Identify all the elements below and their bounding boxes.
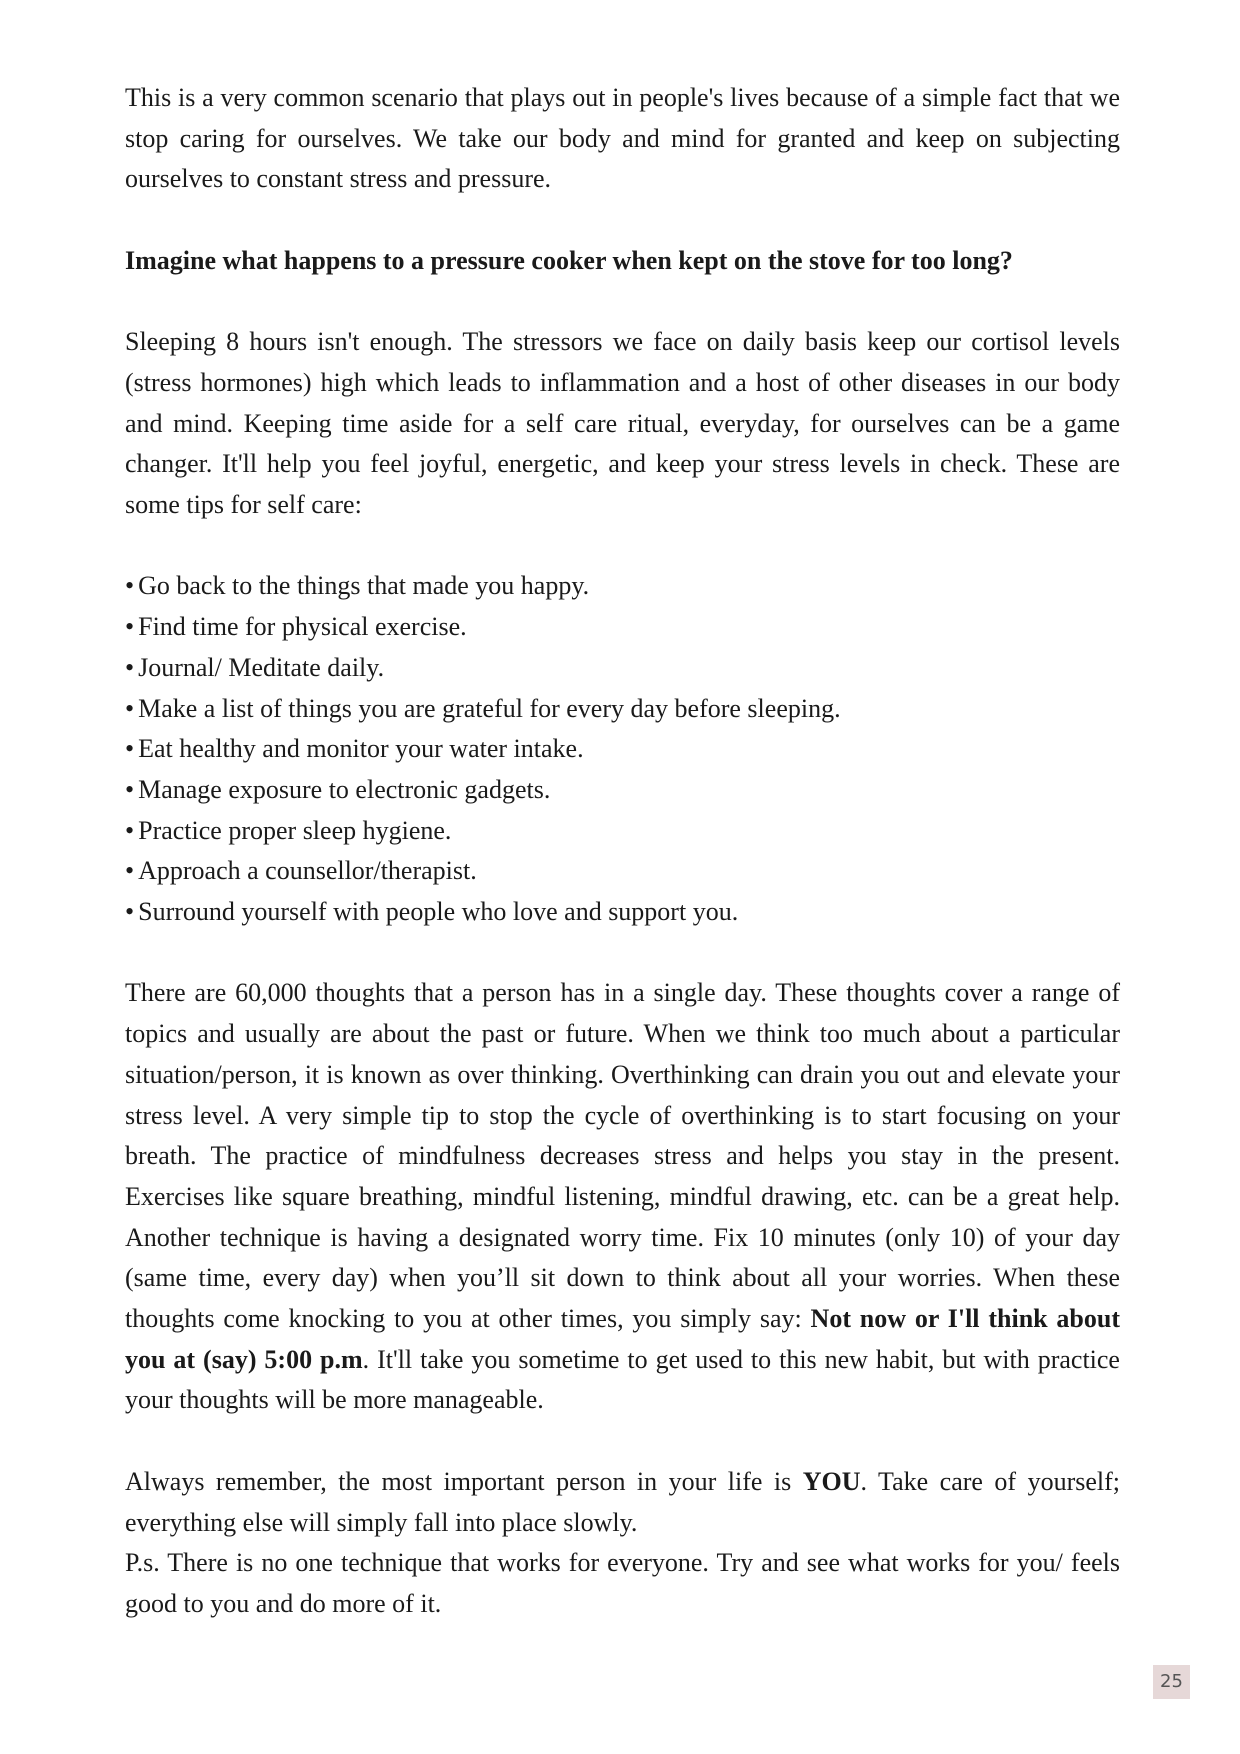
remember-text-end: . Take care of yourself; everything else will simply fall into place slowly. (125, 1466, 1120, 1537)
postscript-paragraph: P.s. There is no one technique that works for everyone. Try and see what works for you/ feels good to you and do more of it. (125, 1548, 1120, 1618)
spacer (125, 933, 1120, 974)
tip-text: Approach a counsellor/therapist. (138, 856, 477, 886)
list-item (125, 892, 1120, 933)
tip-text: Surround yourself with people who love and support you. (138, 897, 739, 927)
list-item (125, 607, 1120, 648)
list-item (125, 851, 1120, 892)
pressure-cooker-heading: Imagine what happens to a pressure cooker when kept on the stove for too long? (125, 245, 1013, 275)
bullet-icon: • (125, 815, 135, 845)
bullet-icon: • (125, 734, 135, 764)
list-item (125, 770, 1120, 811)
list-item (125, 648, 1120, 689)
overthinking-text: There are 60,000 thoughts that a person has in a single day. These thoughts cover a range of topics and usually are about the past or future. When we think too much about a particular situation/person, it is known as over thinking. Overthinking can drain you out and elevate your stress level. A very simple tip to stop the cycle of overthinking is to start focusing on your breath. The practice of mindfulness decreases stress and helps you stay in the present. Exercises like square breathing, mindful listening, mindful drawing, etc. can be a great help. Another technique is having a designated worry time. Fix 10 minutes (only 10) of your day (same time, every day) when you’ll sit down to think about all your worries. When these thoughts come knocking to you at other times, you simply say: (125, 978, 1120, 1334)
bullet-icon: • (125, 774, 135, 804)
tip-text: Eat healthy and monitor your water intake. (138, 734, 584, 764)
bullet-icon: • (125, 652, 135, 682)
list-item (125, 729, 1120, 770)
spacer (125, 282, 1120, 323)
spacer (125, 526, 1120, 567)
page-number: 25 (1153, 1665, 1190, 1699)
bullet-icon: • (125, 856, 135, 886)
you-emphasis: YOU (802, 1466, 861, 1496)
list-item (125, 566, 1120, 607)
tip-text: Journal/ Meditate daily. (138, 652, 385, 682)
bullet-icon: • (125, 897, 135, 927)
tip-text: Find time for physical exercise. (138, 612, 467, 642)
self-care-paragraph: Sleeping 8 hours isn't enough. The stressors we face on daily basis keep our cortisol levels (stress hormones) high which leads to inflammation and a host of other diseases in our body and mind. Keeping time aside for a self care ritual, everyday, for ourselves can be a game changer. It'll help you feel joyful, energetic, and keep your stress levels in check. These are some tips for self care: (125, 327, 1120, 519)
bullet-icon: • (125, 571, 135, 601)
remember-text: Always remember, the most important person in your life is (125, 1466, 803, 1496)
bullet-icon: • (125, 612, 135, 642)
overthinking-text-end: . It'll take you sometime to get used to this new habit, but with practice your thoughts will be more manageable. (125, 1344, 1120, 1415)
tip-text: Make a list of things you are grateful for every day before sleeping. (138, 693, 841, 723)
overthinking-paragraph (125, 973, 1120, 1421)
spacer (125, 200, 1120, 241)
worry-time-quote: Not now or I'll think about you at (say) 5:00 p.m (125, 1304, 1121, 1374)
tip-text: Practice proper sleep hygiene. (138, 815, 452, 845)
tip-text: Go back to the things that made you happy. (138, 571, 590, 601)
intro-paragraph: This is a very common scenario that plays out in people's lives because of a simple fact that we stop caring for ourselves. We take our body and mind for granted and keep on subjecting ourselves to constant stress and pressure. (125, 83, 1120, 194)
spacer (125, 1421, 1120, 1462)
list-item (125, 811, 1120, 852)
remember-paragraph (125, 1462, 1120, 1543)
list-item (125, 689, 1120, 730)
tip-text: Manage exposure to electronic gadgets. (138, 774, 551, 804)
document-body (125, 78, 1120, 1625)
self-care-tips-list (125, 566, 1120, 932)
bullet-icon: • (125, 693, 135, 723)
